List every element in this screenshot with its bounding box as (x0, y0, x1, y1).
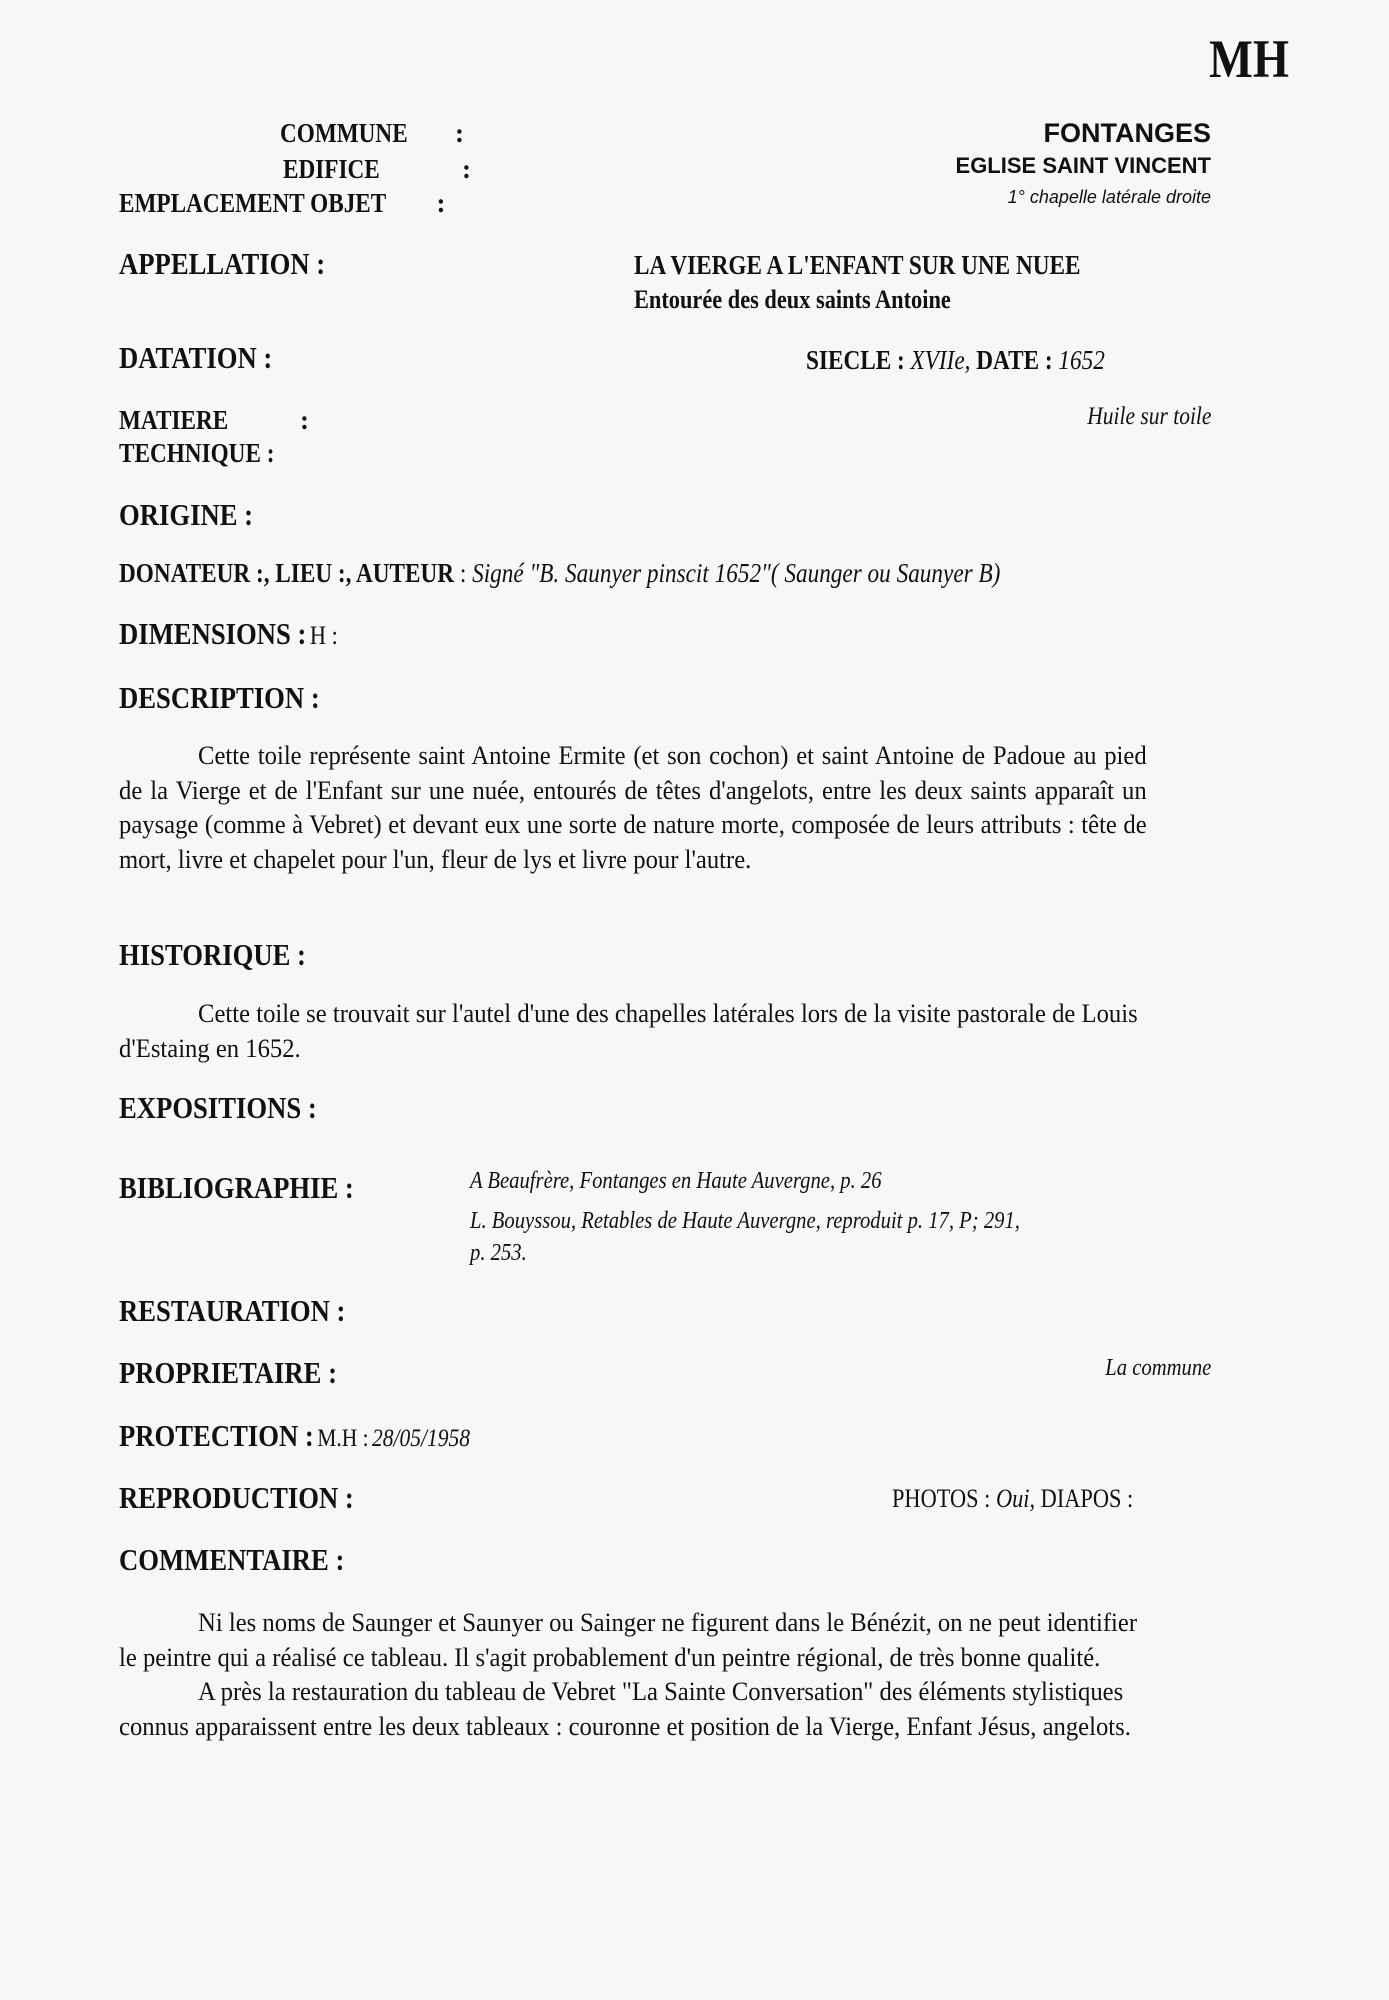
reproduction-label: REPRODUCTION : (119, 1480, 354, 1515)
description-label: DESCRIPTION : (119, 680, 320, 715)
commentaire-paragraph: A près la restauration du tableau de Vebret "La Sainte Conversation" des éléments stylistiques connus apparaissent entre les deux tableaux : couronne et position de la Vierge, Enfant Jésus, angelots. (119, 1676, 1131, 1741)
diapos-label: DIAPOS : (1040, 1484, 1134, 1513)
date-value: 1652 (1058, 345, 1105, 375)
edifice-value: EGLISE SAINT VINCENT (955, 153, 1211, 178)
edifice-label: EDIFICE (283, 154, 380, 184)
matiere-colon: : (300, 405, 309, 435)
mh-mark: MH (1209, 29, 1289, 89)
datation-value (806, 345, 1154, 376)
dimensions-value: H : (309, 621, 338, 650)
matiere-label: MATIERE (119, 405, 229, 435)
date-label: DATE : (976, 345, 1053, 375)
protection-type: M.H : (317, 1425, 369, 1452)
donateur-sep: : (454, 558, 473, 588)
origine-label: ORIGINE : (119, 497, 254, 532)
bibliographie-entry: L. Bouyssou, Retables de Haute Auvergne, reproduit p. 17, P; 291, (470, 1208, 1020, 1234)
commune-colon: : (455, 118, 464, 148)
reproduction-values (892, 1484, 1173, 1514)
appellation-label: APPELLATION : (119, 246, 326, 281)
photos-label: PHOTOS : (892, 1484, 991, 1513)
commentaire-text (119, 1605, 1147, 1743)
protection-line (119, 1418, 527, 1454)
restauration-label: RESTAURATION : (119, 1293, 346, 1328)
protection-label: PROTECTION : (119, 1418, 314, 1453)
bibliographie-entry: A Beaufrère, Fontanges en Haute Auvergne, p. 26 (470, 1168, 882, 1194)
proprietaire-label: PROPRIETAIRE : (119, 1355, 337, 1390)
proprietaire-value: La commune (1104, 1355, 1211, 1381)
expositions-label: EXPOSITIONS : (119, 1090, 317, 1125)
appellation-title: LA VIERGE A L'ENFANT SUR UNE NUEE (634, 250, 1081, 280)
protection-date: 28/05/1958 (372, 1425, 471, 1452)
description-text: Cette toile représente saint Antoine Ermite (et son cochon) et saint Antoine de Padoue au pied de la Vierge et de l'Enfant sur une nuée, entourés de têtes d'angelots, entre les deux saints apparaît un paysage (comme à Vebret) et devant eux une sorte de nature morte, composée de leurs attributs : tête de mort, livre et chapelet pour l'un, fleur de lys et livre pour l'autre. (119, 740, 1147, 874)
dimensions-line (119, 616, 373, 652)
emplacement-value: 1° chapelle latérale droite (1007, 187, 1211, 207)
donateur-value: Signé "B. Saunyer pinscit 1652"( Saunger ou Saunyer B) (472, 558, 1001, 588)
historique-label: HISTORIQUE : (119, 937, 306, 972)
photos-value: Oui, (995, 1484, 1036, 1513)
emplacement-label: EMPLACEMENT OBJET : (119, 188, 446, 218)
technique-label: TECHNIQUE : (119, 438, 275, 468)
commune-value: FONTANGES (1043, 118, 1211, 148)
appellation-subtitle: Entourée des deux saints Antoine (634, 285, 951, 314)
donateur-label: DONATEUR :, LIEU :, AUTEUR (119, 558, 455, 588)
commune-label: COMMUNE (280, 118, 408, 148)
donateur-line (119, 558, 1144, 589)
bibliographie-label: BIBLIOGRAPHIE : (119, 1170, 354, 1205)
commentaire-label: COMMENTAIRE : (119, 1542, 345, 1577)
edifice-colon: : (462, 154, 471, 184)
siecle-label: SIECLE : (806, 345, 905, 375)
bibliographie-entry: p. 253. (470, 1240, 527, 1266)
datation-label: DATATION : (119, 340, 273, 375)
historique-text: Cette toile se trouvait sur l'autel d'une des chapelles latérales lors de la visite pastorale de Louis d'Estaing en 1652. (119, 998, 1138, 1063)
siecle-value: XVIIe, (910, 345, 971, 375)
matiere-value: Huile sur toile (1086, 403, 1211, 430)
commentaire-paragraph: Ni les noms de Saunger et Saunyer ou Sainger ne figurent dans le Bénézit, on ne peut identifier le peintre qui a réalisé ce tableau. Il s'agit probablement d'un peintre régional, de très bonne qualité. (119, 1607, 1138, 1672)
dimensions-label: DIMENSIONS : (119, 616, 307, 651)
